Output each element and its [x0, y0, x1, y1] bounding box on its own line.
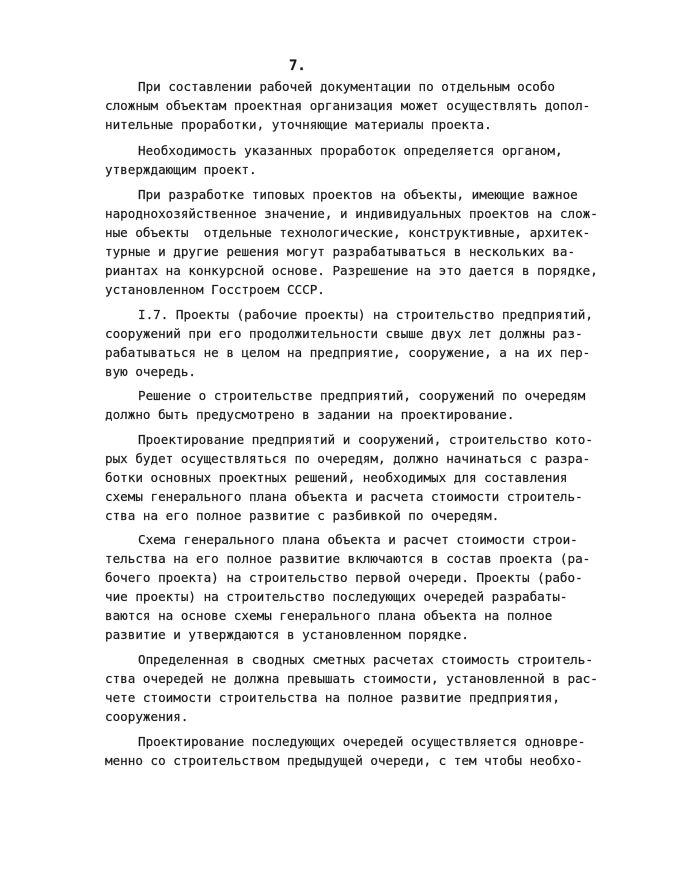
- text-line: рабатываться не в целом на предприятие, сооружение, а на их пер-: [105, 345, 591, 360]
- text-line: Определенная в сводных сметных расчетах стоимость строитель-: [138, 652, 593, 667]
- text-line: ботки основных проектных решений, необходимых для составления: [105, 470, 568, 485]
- text-line: тельства на его полное развитие включаются в состав проекта (ра-: [105, 551, 591, 566]
- text-line: Схема генерального плана объекта и расчет стоимости строи-: [138, 532, 578, 547]
- text-line: менно со строительством предыдущей очереди, с тем чтобы необхо-: [105, 753, 583, 768]
- text-line: Необходимость указанных проработок определяется органом,: [138, 143, 563, 158]
- text-line: сооружений при его продолжительности свыше двух лет должны раз-: [105, 326, 583, 341]
- text-line: Проектирование последующих очередей осуществляется одновре-: [138, 734, 586, 749]
- text-line: нительные проработки, уточняющие материалы проекта.: [105, 117, 492, 132]
- text-line: Решение о строительстве предприятий, сооружений по очередям: [138, 388, 586, 403]
- text-line: При составлении рабочей документации по отдельным особо: [138, 79, 556, 94]
- text-line: вую очередь.: [105, 364, 196, 379]
- text-line: утверждающим проект.: [105, 162, 257, 177]
- text-line: должно быть предусмотрено в задании на проектирование.: [105, 407, 515, 422]
- page-number: 7.: [289, 58, 306, 74]
- text-line: ные объекты отдельные технологические, конструктивные, архитек-: [105, 225, 591, 240]
- text-line: Проектирование предприятий и сооружений, строительство кото-: [138, 432, 593, 447]
- text-line: чете стоимости строительства на полное развитие предприятия,: [105, 690, 560, 705]
- text-line: ства очередей не должна превышать стоимости, установленной в рас-: [105, 671, 598, 686]
- text-line: схемы генерального плана объекта и расчета стоимости строитель-: [105, 489, 583, 504]
- text-line: турные и другие решения могут разрабатываться в нескольких ва-: [105, 244, 576, 259]
- text-line: ства на его полное развитие с разбивкой по очередям.: [105, 508, 500, 523]
- text-line: рых будет осуществляться по очередям, должно начинаться с разра-: [105, 451, 591, 466]
- text-line: установленном Госстроем СССР.: [105, 282, 325, 297]
- text-line: При разработке типовых проектов на объекты, имеющие важное: [138, 187, 578, 202]
- text-line: чие проекты) на строительство последующих очередей разрабаты-: [105, 589, 568, 604]
- text-line: сложным объектам проектная организация может осуществлять допол-: [105, 98, 591, 113]
- text-line: риантах на конкурсной основе. Разрешение на это дается в порядке,: [105, 263, 598, 278]
- text-line: I.7. Проекты (рабочие проекты) на строительство предприятий,: [138, 307, 593, 322]
- text-line: развитие и утверждаются в установленном порядке.: [105, 627, 469, 642]
- text-line: ваются на основе схемы генерального плана объекта на полное: [105, 608, 553, 623]
- text-line: бочего проекта) на строительство первой очереди. Проекты (рабо-: [105, 570, 583, 585]
- text-line: сооружения.: [105, 709, 189, 724]
- text-line: народнохозяйственное значение, и индивидуальных проектов на слож-: [105, 206, 598, 221]
